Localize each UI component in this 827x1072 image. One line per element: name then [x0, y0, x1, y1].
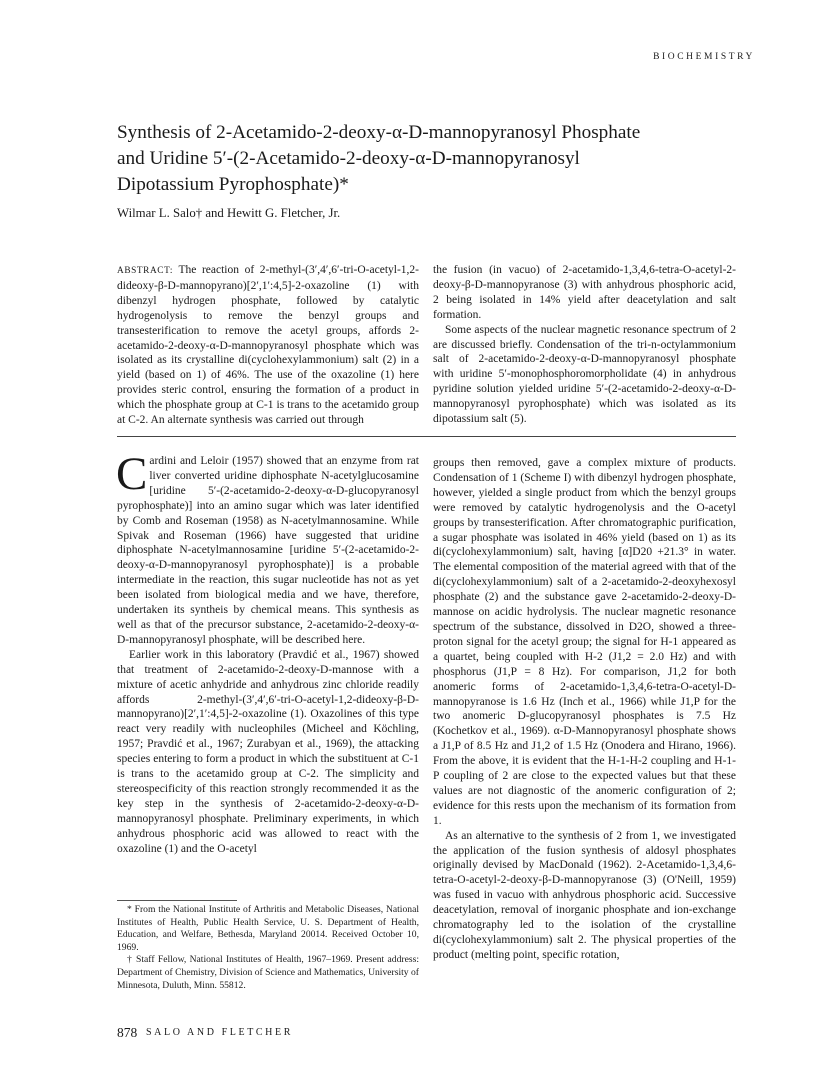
page-number: 878	[117, 1025, 138, 1040]
running-head: SALO AND FLETCHER	[146, 1027, 293, 1038]
abstract-label: ABSTRACT:	[117, 266, 174, 276]
title-line-1: Synthesis of 2-Acetamido-2-deoxy-α-D-mannopyranosyl Phosphate	[117, 122, 641, 143]
body-paragraph: groups then removed, gave a complex mixture of products. Condensation of 1 (Scheme I) with dibenzyl hydrogen phosphate, however, yielded a single product from which the benzyl groups were removed by catalytic hydrogenolysis and the O-acetyl groups by transesterification. After chromatographic purification, a sugar phosphate was isolated in 46% yield (based on 1) as its di(cyclohexylammonium) salt, having [α]D20 +21.3° in water. The elemental composition of the material agreed with that of the di(cyclohexylammonium) salt of a 2-acetamido-2-deoxyhexosyl phosphate (2) and the substance gave 2-acetamido-2-deoxy-D-mannose on acidic hydrolysis. The nuclear magnetic resonance spectrum of the substance, dissolved in D2O, showed a three-proton signal for the acetyl group; the signal for H-1 appeared as a quartet, being coupled with H-2 (J1,2 = 2.0 Hz) and with phosphorus (J1,P = 8 Hz). For comparison, J1,2 for both anomeric forms of 2-acetamido-1,3,4,6-tetra-O-acetyl-D-mannopyranose is 1.6 Hz (Inch et al., 1966) while J1,P for the two anomeric D-glucopyranosyl phosphates is 7.5 Hz (Kochetkov et al., 1969). α-D-Mannopyranosyl phosphate shows a J1,P of 8.5 Hz and J1,2 of 1.5 Hz (Onodera and Hirano, 1966). From the above, it is evident that the H-1-H-2 coupling and H-1-P coupling of 2 are close to the expected values but that these values are not diagnostic of the anomeric configuration of 2; evidence for this rests upon the mechanism of its formation from 1.	[433, 457, 736, 827]
body-paragraph: ardini and Leloir (1957) showed that an enzyme from rat liver converted uridine diphosphate N-acetylglucosamine [uridine 5′-(2-acetamido-2-deoxy-α-D-glucopyranosyl pyrophosphate)] into an amino sugar which was later identified by Comb and Roseman (1958) as N-acetylmannosamine. While Spivak and Roseman (1966) have suggested that uridine diphosphate N-acetylmannosamine [uridine 5′-(2-acetamido-2-deoxy-α-D-mannopyranosyl pyrophosphate)] is a probable intermediate in the reaction, this sugar nucleotide has not as yet been isolated from biological media and we have, therefore, undertaken its syntheis by chemical means. This synthesis as well as that of the precursor substance, 2-acetamido-2-deoxy-α-D-mannopyranosyl phosphate, will be described here.	[117, 455, 419, 646]
title-line-3: Dipotassium Pyrophosphate)*	[117, 174, 349, 195]
body-paragraph: As an alternative to the synthesis of 2 from 1, we investigated the application of the fusion synthesis of aldosyl phosphates originally devised by MacDonald (1962). 2-Acetamido-1,3,4,6-tetra-O-acetyl-2-deoxy-β-D-mannopyranose (3) (O'Neill, 1959) was fused in vacuo with anhydrous phosphoric acid. Successive deacetylation, removal of inorganic phosphate and ion-exchange chromatography led to the isolation of the crystalline di(cyclohexylammonium) salt 2. The physical properties of the product (melting point, specific rotation,	[433, 829, 736, 961]
body-paragraph: Earlier work in this laboratory (Pravdić et al., 1967) showed that treatment of 2-acetamido-2-deoxy-D-mannose with a mixture of acetic anhydride and anhydrous zinc chloride readily affords 2-methyl-(3′,4′,6′-tri-O-acetyl-1,2-dideoxy-β-D-mannopyrano)[2′,1′:4,5]-2-oxazoline (1). Oxazolines of this type react very readily with nucleophiles (Micheel and Köchling, 1957; Pravdić et al., 1967; Zurabyan et al., 1969), the attacking species entering to form a product in which the substituent at C-1 is trans to the acetamido group at C-2. The simplicity and stereospecificity of this reaction strongly recommended it as the key step in the synthesis of 2-acetamido-2-deoxy-α-D-mannopyranosyl phosphate. Preliminary experiments, in which anhydrous phosphoric acid was allowed to react with the oxazoline (1) and the O-acetyl	[117, 648, 419, 855]
abstract-text: The reaction of 2-methyl-(3′,4′,6′-tri-O-acetyl-1,2-dideoxy-β-D-mannopyrano)[2′,1′:4,5]-2-oxazoline (1) with dibenzyl hydrogen phosphate, followed by catalytic hydrogenolysis to remove the benzyl groups and transesterification to remove the acetyl groups, affords 2-acetamido-2-deoxy-α-D-mannopyranosyl phosphate which was isolated as its crystalline di(cyclohexylammonium) salt (2) in a yield (based on 1) of 46%. The use of the oxazoline (1) here provides steric control, ensuring the formation of a product in which the phosphate group at C-1 is trans to the acetamido group at C-2. An alternate synthesis was carried out through	[117, 264, 419, 427]
footnote: † Staff Fellow, National Institutes of Health, 1967–1969. Present address: Department of Chemistry, Division of Science and Mathematics, University of Minnesota, Duluth, Minn. 55812.	[117, 954, 419, 991]
footnote: * From the National Institute of Arthritis and Metabolic Diseases, National Institutes of Health, Public Health Service, U. S. Department of Health, Education, and Welfare, Bethesda, Maryland 20014. Received October 10, 1969.	[117, 904, 419, 953]
title-line-2: and Uridine 5′-(2-Acetamido-2-deoxy-α-D-mannopyranosyl	[117, 148, 580, 169]
abstract-divider	[117, 436, 736, 437]
author-list: Wilmar L. Salo† and Hewitt G. Fletcher, Jr.	[117, 206, 341, 220]
footnotes	[117, 904, 419, 992]
drop-cap: C	[116, 448, 148, 500]
footnote-divider	[117, 900, 237, 901]
body-right-column	[433, 456, 736, 963]
abstract-right-column	[433, 263, 736, 427]
article-title	[117, 120, 737, 198]
journal-name: BIOCHEMISTRY	[653, 52, 755, 62]
abstract-paragraph: Some aspects of the nuclear magnetic resonance spectrum of 2 are discussed briefly. Condensation of the tri-n-octylammonium salt of 2-acetamido-2-deoxy-α-D-mannopyranosyl phosphate with uridine 5′-monophosphoromorpholidate (4) in anhydrous pyridine solution yielded uridine 5′-(2-acetamido-2-deoxy-α-D-mannopyranosyl pyrophosphate) which was isolated as its dipotassium salt (5).	[433, 323, 736, 426]
abstract-paragraph: the fusion (in vacuo) of 2-acetamido-1,3,4,6-tetra-O-acetyl-2-deoxy-β-D-mannopyranose (3) with anhydrous phosphoric acid, 2 being isolated in 14% yield after deacetylation and salt formation.	[433, 264, 736, 321]
body-left-column	[116, 448, 419, 856]
abstract-left-column	[117, 263, 419, 428]
